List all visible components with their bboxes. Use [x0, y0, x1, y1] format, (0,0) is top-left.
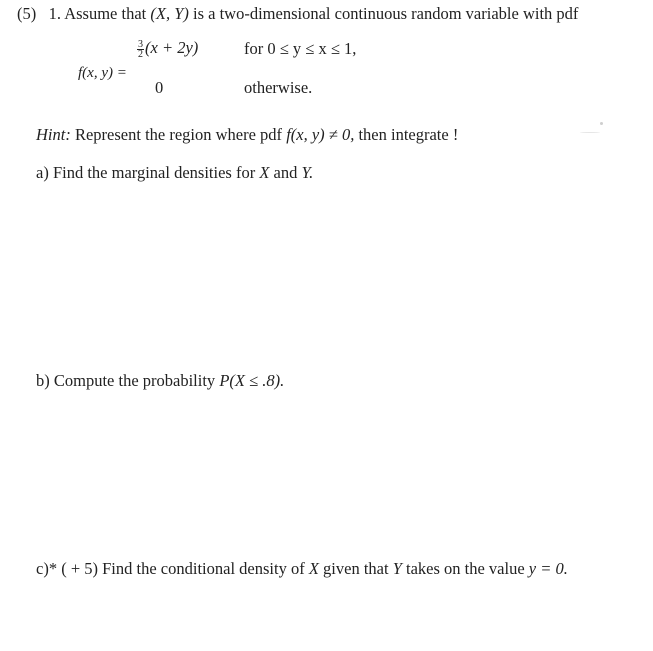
statement-vars: (X, Y) [150, 4, 189, 23]
hint-label: Hint: [36, 125, 71, 144]
problem-number: 1. [48, 4, 61, 23]
part-c [36, 559, 568, 579]
part-c-text-mid: given that [323, 559, 389, 578]
hint-text-pre: Represent the region where pdf [74, 125, 283, 144]
hint-text-post: then integrate ! [358, 125, 459, 144]
case1-expression: (x + 2y) [145, 38, 199, 57]
fraction-denominator: 2 [138, 48, 143, 60]
problem-statement [17, 4, 578, 24]
statement-post: is a two-dimensional continuous random variable with pdf [193, 4, 579, 23]
part-c-math: y = 0. [528, 559, 568, 578]
pdf-case1-expr [137, 38, 198, 59]
fraction-numerator: 3 [138, 38, 143, 50]
part-c-bonus: ( + 5) [61, 559, 98, 578]
part-a-and: and [273, 163, 298, 182]
part-a-var2: Y. [301, 163, 314, 182]
part-c-label: c)* [36, 559, 58, 578]
pdf-case2-cond: otherwise. [244, 78, 313, 97]
pdf-case1-cond: for 0 ≤ y ≤ x ≤ 1, [244, 39, 357, 58]
part-c-text-mid2: takes on the value [406, 559, 525, 578]
part-c-var2: Y [392, 559, 402, 578]
part-c-text-pre: Find the conditional density of [102, 559, 305, 578]
part-b-text: Compute the probability [53, 371, 216, 390]
part-b-label: b) [36, 371, 50, 390]
part-b-math: P(X ≤ .8). [219, 371, 285, 390]
part-a [36, 163, 313, 183]
part-c-var1: X [308, 559, 319, 578]
part-b [36, 371, 284, 391]
pdf-lhs: f(x, y) = [78, 65, 127, 81]
hint [36, 125, 458, 145]
pdf-case2-expr: 0 [155, 78, 164, 97]
scan-smudge [580, 132, 600, 133]
part-a-label: a) [36, 163, 49, 182]
scan-smudge [600, 122, 603, 125]
fraction [137, 40, 144, 59]
part-a-var1: X [259, 163, 270, 182]
statement-pre: Assume that [64, 4, 147, 23]
hint-math: f(x, y) ≠ 0, [286, 125, 355, 144]
part-a-text: Find the marginal densities for [52, 163, 256, 182]
points-label: (5) [17, 4, 37, 23]
